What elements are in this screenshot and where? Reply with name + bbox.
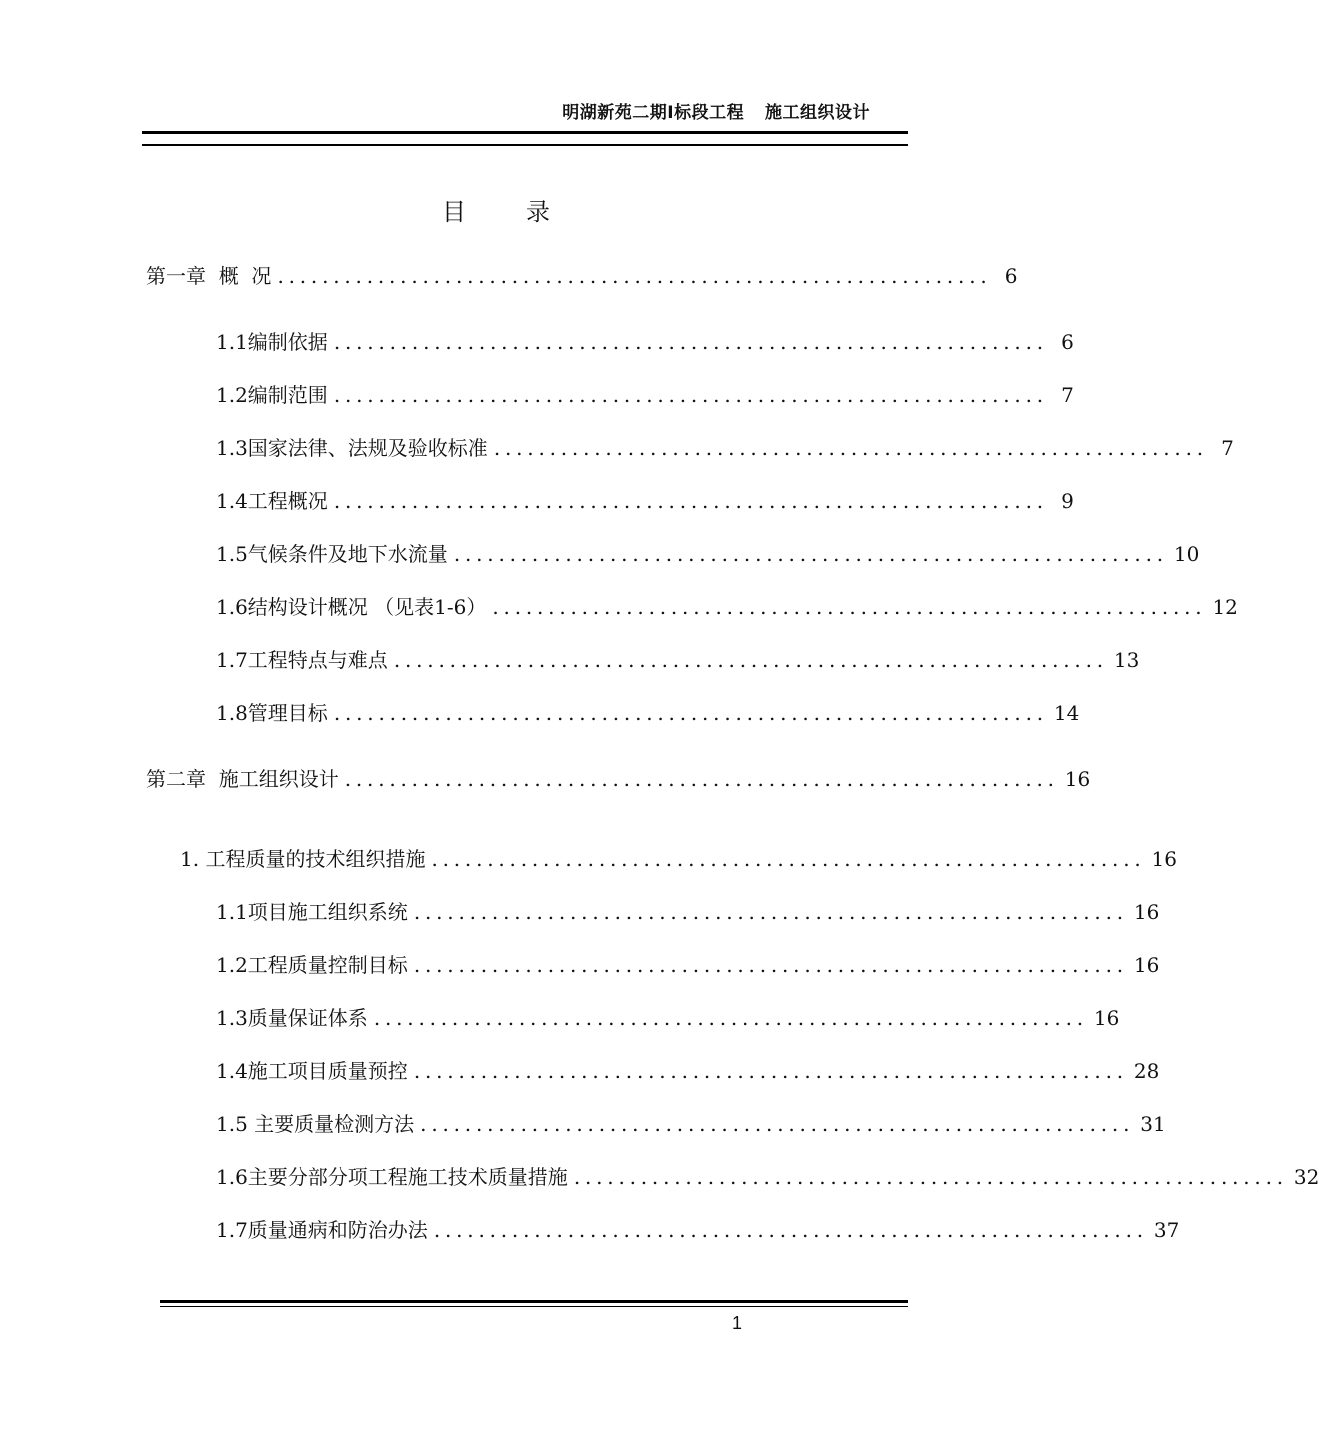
toc-entry[interactable] [216, 1161, 1319, 1191]
toc-entry[interactable] [216, 1108, 1166, 1138]
footer-rule-thin [160, 1306, 908, 1307]
toc-page-number: 7 [1061, 383, 1074, 407]
toc-page-number: 14 [1053, 701, 1080, 725]
toc-page-number: 31 [1140, 1112, 1166, 1136]
dot-leader: ................................................................ [333, 701, 1048, 725]
toc-page-number: 16 [1133, 953, 1160, 977]
toc-section[interactable] [180, 843, 1177, 873]
toc-label: 1.4工程概况 [216, 489, 328, 513]
toc-page-number: 9 [1061, 489, 1074, 513]
toc-page-number: 16 [1064, 767, 1091, 791]
toc-entry[interactable] [216, 1002, 1120, 1032]
dot-leader: ................................................................ [413, 1059, 1128, 1083]
toc-chapter-2[interactable] [146, 763, 1091, 793]
toc-entry[interactable] [216, 896, 1160, 926]
dot-leader: ................................................................ [420, 1112, 1135, 1136]
dot-leader: ................................................................ [344, 767, 1059, 791]
toc-label: 1.2工程质量控制目标 [216, 953, 408, 977]
dot-leader: ................................................................ [453, 542, 1168, 566]
running-header: 明湖新苑二期Ⅰ标段工程 施工组织设计 [562, 103, 870, 122]
toc-chapter-1[interactable] [146, 260, 1018, 290]
dot-leader: ................................................................ [333, 489, 1048, 513]
dot-leader: ................................................................ [492, 595, 1207, 619]
toc-label: 1.2编制范围 [216, 383, 328, 407]
toc-entry[interactable] [216, 591, 1238, 621]
dot-leader: ................................................................ [333, 383, 1048, 407]
dot-leader: ................................................................ [413, 900, 1128, 924]
dot-leader: ................................................................ [413, 953, 1128, 977]
toc-title: 目录 [442, 198, 610, 226]
toc-entry[interactable] [216, 326, 1074, 356]
toc-entry[interactable] [216, 379, 1074, 409]
toc-label: 1.3国家法律、法规及验收标准 [216, 436, 488, 460]
toc-page-number: 37 [1153, 1218, 1180, 1242]
toc-label: 1.7质量通病和防治办法 [216, 1218, 428, 1242]
header-rule-thin [142, 144, 908, 146]
toc-page-number: 16 [1151, 847, 1177, 871]
footer-rule-thick [160, 1300, 908, 1303]
toc-page-number: 16 [1133, 900, 1160, 924]
toc-page-number: 10 [1173, 542, 1200, 566]
toc-entry[interactable] [216, 485, 1074, 515]
toc-page-number: 7 [1221, 436, 1234, 460]
toc-page-number: 6 [1061, 330, 1074, 354]
dot-leader: ................................................................ [393, 648, 1108, 672]
toc-label: 1.3质量保证体系 [216, 1006, 368, 1030]
footer-page-number: 1 [732, 1313, 743, 1333]
toc-entry[interactable] [216, 697, 1080, 727]
toc-label: 第二章 施工组织设计 [146, 767, 339, 791]
toc-label: 1.5 主要质量检测方法 [216, 1112, 415, 1136]
toc-page-number: 32 [1293, 1165, 1319, 1189]
dot-leader: ................................................................ [433, 1218, 1148, 1242]
toc-page-number: 13 [1113, 648, 1140, 672]
toc-page-number: 6 [1004, 264, 1018, 288]
toc-label: 1.6结构设计概况 （见表1-6） [216, 595, 487, 619]
dot-leader: ................................................................ [333, 330, 1048, 354]
toc-entry[interactable] [216, 538, 1200, 568]
toc-label: 1.1项目施工组织系统 [216, 900, 408, 924]
toc-entry[interactable] [216, 644, 1140, 674]
toc-label: 1.6主要分部分项工程施工技术质量措施 [216, 1165, 568, 1189]
toc-label: 1. 工程质量的技术组织措施 [180, 847, 426, 871]
toc-label: 第一章 概 况 [146, 264, 272, 288]
header-rule-thick [142, 131, 908, 134]
toc-label: 1.8管理目标 [216, 701, 328, 725]
toc-page-number: 16 [1093, 1006, 1120, 1030]
dot-leader: ................................................................ [431, 847, 1146, 871]
toc-entry[interactable] [216, 1214, 1180, 1244]
toc-label: 1.7工程特点与难点 [216, 648, 388, 672]
toc-label: 1.4施工项目质量预控 [216, 1059, 408, 1083]
dot-leader: ................................................................ [493, 436, 1208, 460]
toc-entry[interactable] [216, 1055, 1160, 1085]
dot-leader: ................................................................ [573, 1165, 1288, 1189]
toc-entry[interactable] [216, 949, 1160, 979]
toc-page-number: 28 [1133, 1059, 1160, 1083]
toc-label: 1.1编制依据 [216, 330, 328, 354]
dot-leader: ................................................................ [373, 1006, 1088, 1030]
toc-entry[interactable] [216, 432, 1234, 462]
toc-label: 1.5气候条件及地下水流量 [216, 542, 448, 566]
dot-leader: ................................................................ [277, 264, 992, 288]
toc-page-number: 12 [1212, 595, 1238, 619]
